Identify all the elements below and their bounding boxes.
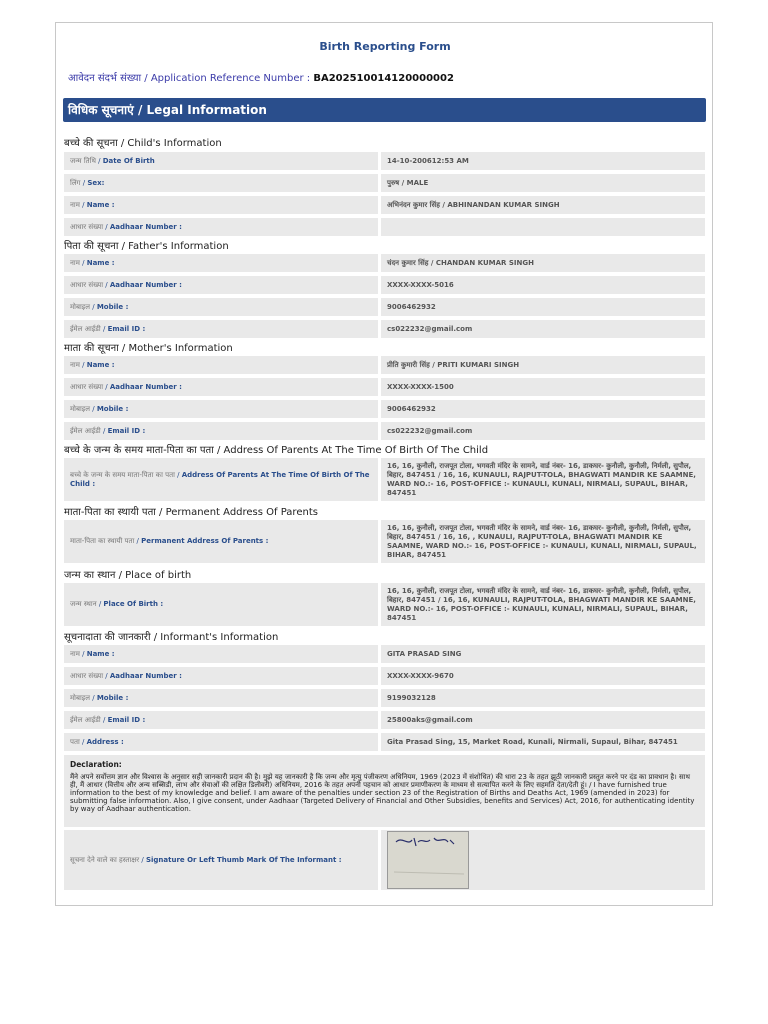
field-value: पुरुष / MALE (381, 174, 705, 192)
informant-row-address (64, 733, 705, 751)
mother-heading: माता की सूचना / Mother's Information (64, 343, 233, 354)
signature-cell (381, 830, 705, 890)
field-value: XXXX-XXXX-1500 (381, 378, 705, 396)
mother-row-aadhaar (64, 378, 705, 396)
field-value: 16, 16, कुनौली, राजपूत टोला, भगवती मंदिर के सामने, वार्ड नंबर- 16, डाकघर- कुनौली, कुनौली, निर्मली, सुपौल, बिहार, 847451 / 16, 16, KUNAULI, RAJPUT-TOLA, BHAGWATI MANDIR KE SAAMNE, WARD NO.:- 16, POST-OFFICE :- KUNAULI, KUNALI, NIRMALI, SUPAUL, BIHAR, 847451 (381, 583, 705, 626)
field-label: आधार संख्या / Aadhaar Number : (64, 378, 378, 396)
field-label: आधार संख्या / Aadhaar Number : (64, 667, 378, 685)
informant-row-name (64, 645, 705, 663)
ref-label: आवेदन संदर्भ संख्या / Application Reference Number : (68, 73, 311, 84)
child-row-name (64, 196, 705, 214)
field-label: जन्म स्थान / Place Of Birth : (64, 583, 378, 626)
child-row-dob (64, 152, 705, 170)
father-row-mobile (64, 298, 705, 316)
field-label: नाम / Name : (64, 254, 378, 272)
place-of-birth-row (64, 583, 705, 626)
field-value: अभिनंदन कुमार सिंह / ABHINANDAN KUMAR SINGH (381, 196, 705, 214)
signature-image (387, 831, 469, 889)
place-of-birth-heading: जन्म का स्थान / Place of birth (64, 570, 192, 581)
legal-info-banner: विधिक सूचनाएं / Legal Information (63, 98, 706, 122)
field-value: 25800aks@gmail.com (381, 711, 705, 729)
declaration-text: मैंने अपने सर्वोत्तम ज्ञान और विश्वास के अनुसार सही जानकारी प्रदान की है। मुझे यह जानकारी है कि जन्म और मृत्यु पंजीकरण अधिनियम, 1969 (2023 में संशोधित) की धारा 23 के तहत झूठी जानकारी प्रस्तुत करने पर दंड का प्रावधान है। साथ ही, मैं आधार (वित्तीय और अन्य सब्सिडी, लाभ और सेवाओं की लक्षित डिलीवरी) अधिनियम, 2016 के तहत अपनी पहचान को आधार प्रमाणीकरण के माध्यम से सत्यापित करने के लिए सहमति देता/देती हूं। / I have furnished true information to the best of my knowledge and belief. I am aware of the penalties under section 23 of the Registration of Births and Deaths Act, 1969 (amended in 2023) for submitting false information. Also, I give consent, under Aadhaar (Targeted Delivery of Financial and Other Subsidies, benefits and Services) Act, 2016, for authenticating identity by way of Aadhaar authentication. (70, 773, 695, 813)
father-row-email (64, 320, 705, 338)
field-label: नाम / Name : (64, 196, 378, 214)
field-label: माता-पिता का स्थायी पता / Permanent Address Of Parents : (64, 520, 378, 563)
field-value: 14-10-200612:53 AM (381, 152, 705, 170)
declaration-heading: Declaration: (70, 760, 122, 769)
field-value: XXXX-XXXX-9670 (381, 667, 705, 685)
field-value: 9199032128 (381, 689, 705, 707)
declaration-box (64, 755, 705, 827)
handwritten-signature (388, 832, 468, 888)
signature-row (64, 830, 705, 890)
child-row-sex (64, 174, 705, 192)
field-value: 16, 16, कुनौली, राजपूत टोला, भगवती मंदिर के सामने, वार्ड नंबर- 16, डाकघर- कुनौली, कुनौली, निर्मली, सुपौल, बिहार, 847451 / 16, 16, KUNAULI, RAJPUT-TOLA, BHAGWATI MANDIR KE SAAMNE, WARD NO.:- 16, POST-OFFICE :- KUNAULI, KUNALI, NIRMALI, SUPAUL, BIHAR, 847451 (381, 458, 705, 501)
field-label: आधार संख्या / Aadhaar Number : (64, 276, 378, 294)
father-heading: पिता की सूचना / Father's Information (64, 241, 229, 252)
field-label: आधार संख्या / Aadhaar Number : (64, 218, 378, 236)
field-value: 9006462932 (381, 298, 705, 316)
field-label: मोबाइल / Mobile : (64, 400, 378, 418)
field-label: जन्म तिथि / Date Of Birth (64, 152, 378, 170)
informant-row-aadhaar (64, 667, 705, 685)
father-row-name (64, 254, 705, 272)
field-value: GITA PRASAD SING (381, 645, 705, 663)
child-row-aadhaar (64, 218, 705, 236)
informant-row-email (64, 711, 705, 729)
field-value: cs022232@gmail.com (381, 422, 705, 440)
field-value: चंदन कुमार सिंह / CHANDAN KUMAR SINGH (381, 254, 705, 272)
field-label: लिंग / Sex: (64, 174, 378, 192)
field-label: ईमेल आईडी / Email ID : (64, 422, 378, 440)
field-value: 16, 16, कुनौली, राजपूत टोला, भगवती मंदिर के सामने, वार्ड नंबर- 16, डाकघर- कुनौली, कुनौली, निर्मली, सुपौल, बिहार, 847451 / 16, 16, , KUNAULI, RAJPUT-TOLA, BHAGWATI MANDIR KE SAAMNE, WARD NO.:- 16, POST-OFFICE :- KUNAULI, KUNALI, NIRMALI, SUPAUL, BIHAR, 847451 (381, 520, 705, 563)
field-value: Gita Prasad Sing, 15, Market Road, Kunali, Nirmali, Supaul, Bihar, 847451 (381, 733, 705, 751)
field-value (381, 218, 705, 236)
father-row-aadhaar (64, 276, 705, 294)
address-birth-heading: बच्चे के जन्म के समय माता-पिता का पता / Address Of Parents At The Time Of Birth Of The Child (64, 445, 489, 456)
mother-row-name (64, 356, 705, 374)
mother-row-email (64, 422, 705, 440)
field-label: सूचना देने वाले का हस्ताक्षर / Signature Or Left Thumb Mark Of The Informant : (64, 830, 378, 890)
field-value: cs022232@gmail.com (381, 320, 705, 338)
form-page (55, 22, 713, 906)
field-label: नाम / Name : (64, 645, 378, 663)
field-label: ईमेल आईडी / Email ID : (64, 711, 378, 729)
informant-heading: सूचनादाता की जानकारी / Informant's Information (64, 632, 279, 643)
field-value: XXXX-XXXX-5016 (381, 276, 705, 294)
address-birth-row (64, 458, 705, 501)
application-reference (68, 70, 454, 84)
field-label: ईमेल आईडी / Email ID : (64, 320, 378, 338)
child-heading: बच्चे की सूचना / Child's Information (64, 138, 222, 149)
field-value: प्रीति कुमारी सिंह / PRITI KUMARI SINGH (381, 356, 705, 374)
permanent-address-row (64, 520, 705, 563)
informant-row-mobile (64, 689, 705, 707)
form-title: Birth Reporting Form (319, 40, 451, 53)
field-label: मोबाइल / Mobile : (64, 298, 378, 316)
field-label: मोबाइल / Mobile : (64, 689, 378, 707)
field-value: 9006462932 (381, 400, 705, 418)
field-label: बच्चे के जन्म के समय माता-पिता का पता / Address Of Parents At The Time Of Birth Of The Child : (64, 458, 378, 501)
mother-row-mobile (64, 400, 705, 418)
field-label: नाम / Name : (64, 356, 378, 374)
ref-value: BA202510014120000002 (313, 73, 454, 84)
field-label: पता / Address : (64, 733, 378, 751)
permanent-address-heading: माता-पिता का स्थायी पता / Permanent Address Of Parents (64, 507, 318, 518)
